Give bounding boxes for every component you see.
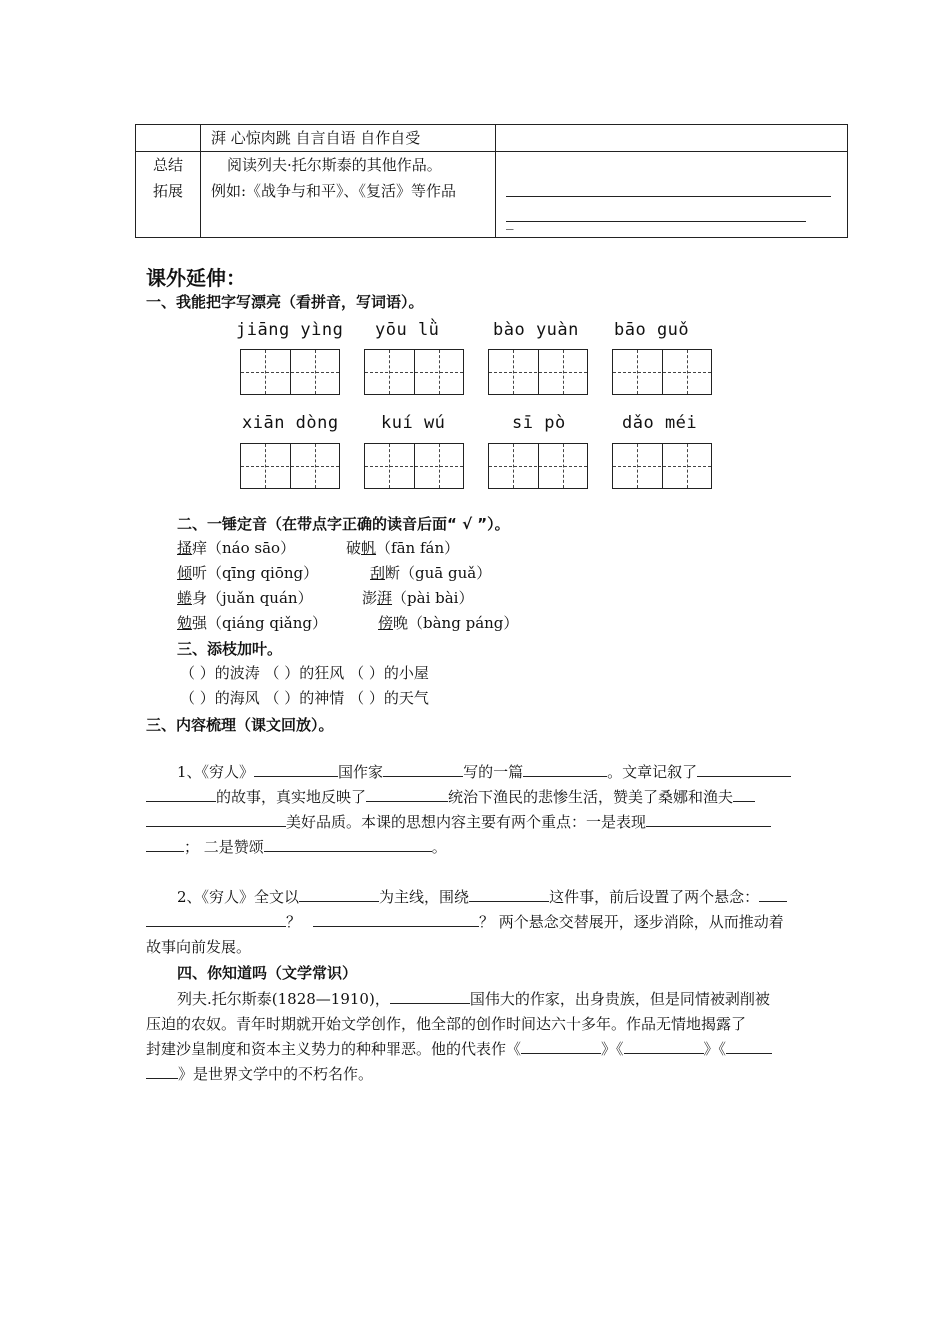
blank[interactable] xyxy=(254,760,338,777)
table-cell-answer[interactable] xyxy=(496,152,848,238)
writing-grid[interactable] xyxy=(612,443,712,489)
paragraph-line: 2、《穷人》全文以 为主线，围绕 这件事，前后设置了两个悬念： xyxy=(177,885,787,910)
extension-text-2: 例如:《战争与和平》、《复活》等作品 xyxy=(211,182,457,200)
blank[interactable] xyxy=(759,885,787,902)
pinyin-label: bào yuàn xyxy=(493,320,579,340)
table-cell xyxy=(136,152,201,238)
paragraph-line: 封建沙皇制度和资本主义势力的种种罪恶。他的代表作《 》《 》《 xyxy=(146,1037,772,1062)
writing-grid[interactable] xyxy=(240,349,340,395)
table-row xyxy=(136,125,848,152)
writing-grid[interactable] xyxy=(364,443,464,489)
writing-grid[interactable] xyxy=(488,443,588,489)
table-cell xyxy=(201,125,496,152)
blank[interactable] xyxy=(624,1037,704,1054)
paragraph-line: 故事向前发展。 xyxy=(146,938,252,956)
blank[interactable] xyxy=(366,785,448,802)
table-cell xyxy=(201,152,496,238)
paragraph-line: 》是世界文学中的不朽名作。 xyxy=(146,1062,373,1087)
writing-grid[interactable] xyxy=(488,349,588,395)
table-cell xyxy=(136,125,201,152)
pronunciation-row: 倾听（qīng qiōng） xyxy=(177,564,319,582)
pinyin-label: xiān dòng xyxy=(242,413,339,433)
blank[interactable] xyxy=(726,1037,772,1054)
row-label-2: 拓展 xyxy=(152,182,183,200)
blank[interactable] xyxy=(469,885,549,902)
section1-title: 一、我能把字写漂亮（看拼音，写词语）。 xyxy=(146,293,424,311)
pinyin-label: bāo guǒ xyxy=(614,320,690,340)
pinyin-label: dǎo méi xyxy=(622,413,698,433)
fill-row[interactable]: （ ）的波涛 （ ）的狂风 （ ）的小屋 xyxy=(180,664,429,682)
paragraph-line: 压迫的农奴。青年时期就开始文学创作，他全部的创作时间达六十多年。作品无情地揭露了 xyxy=(146,1015,747,1033)
table-cell xyxy=(496,125,848,152)
paragraph-line: ？ ？ 两个悬念交替展开，逐步消除，从而推动着 xyxy=(146,910,784,935)
blank[interactable] xyxy=(313,910,479,927)
vocab-line: 湃 心惊肉跳 自言自语 自作自受 xyxy=(211,129,421,147)
blank[interactable] xyxy=(390,987,470,1004)
fill-row[interactable]: （ ）的海风 （ ）的神情 （ ）的天气 xyxy=(180,689,429,707)
extension-text-1: 阅读列夫·托尔斯泰的其他作品。 xyxy=(227,156,442,174)
writing-grid[interactable] xyxy=(364,349,464,395)
pronunciation-row: 刮断（guā guǎ） xyxy=(370,564,492,582)
blank[interactable] xyxy=(697,760,791,777)
blank[interactable] xyxy=(146,785,216,802)
section2-title: 二、一锤定音（在带点字正确的读音后面“ √ ”）。 xyxy=(177,515,510,533)
blank[interactable] xyxy=(264,835,432,852)
pronunciation-row: 破帆（fān fán） xyxy=(346,539,460,557)
pinyin-label: jiāng yìng xyxy=(236,320,344,340)
section3b-title: 三、内容梳理（课文回放）。 xyxy=(146,716,334,734)
section4-title: 四、你知道吗（文学常识） xyxy=(177,964,358,982)
blank[interactable] xyxy=(146,835,184,852)
pinyin-label: sī pò xyxy=(512,413,566,433)
blank[interactable] xyxy=(646,810,771,827)
pinyin-label: yōu lǜ xyxy=(375,320,440,340)
pronunciation-row: 蜷身（juǎn quán） xyxy=(177,589,313,607)
blank[interactable] xyxy=(146,1062,178,1079)
blank[interactable] xyxy=(299,885,379,902)
paragraph-line: 列夫.托尔斯泰(1828—1910)， 国伟大的作家，出身贵族，但是同情被剥削被 xyxy=(177,987,770,1012)
blank[interactable] xyxy=(146,910,286,927)
section3a-title: 三、添枝加叶。 xyxy=(177,640,283,658)
blank[interactable] xyxy=(523,760,607,777)
answer-line[interactable] xyxy=(506,196,831,197)
pronunciation-row: 搔痒（náo sāo） xyxy=(177,539,296,557)
answer-line[interactable] xyxy=(506,221,806,222)
blank[interactable] xyxy=(733,785,755,802)
paragraph-line: 1、《穷人》 国作家 写的一篇 。文章记叙了 xyxy=(177,760,791,785)
pronunciation-row: 傍晚（bàng páng） xyxy=(378,614,519,632)
blank[interactable] xyxy=(383,760,463,777)
writing-grid[interactable] xyxy=(612,349,712,395)
answer-mark: _ xyxy=(506,212,514,230)
top-table xyxy=(135,124,848,238)
blank[interactable] xyxy=(521,1037,601,1054)
pronunciation-row: 澎湃（pài bài） xyxy=(362,589,474,607)
pinyin-label: kuí wú xyxy=(381,413,446,433)
page-heading: 课外延伸： xyxy=(146,266,246,290)
writing-grid[interactable] xyxy=(240,443,340,489)
paragraph-line: 的故事，真实地反映了 统治下渔民的悲惨生活，赞美了桑娜和渔夫 xyxy=(146,785,755,810)
table-row xyxy=(136,152,848,238)
row-label-1: 总结 xyxy=(152,156,183,174)
pronunciation-row: 勉强（qiáng qiǎng） xyxy=(177,614,327,632)
paragraph-line: ； 二是赞颂 。 xyxy=(146,835,447,860)
blank[interactable] xyxy=(146,810,286,827)
paragraph-line: 美好品质。本课的思想内容主要有两个重点：一是表现 xyxy=(146,810,771,835)
